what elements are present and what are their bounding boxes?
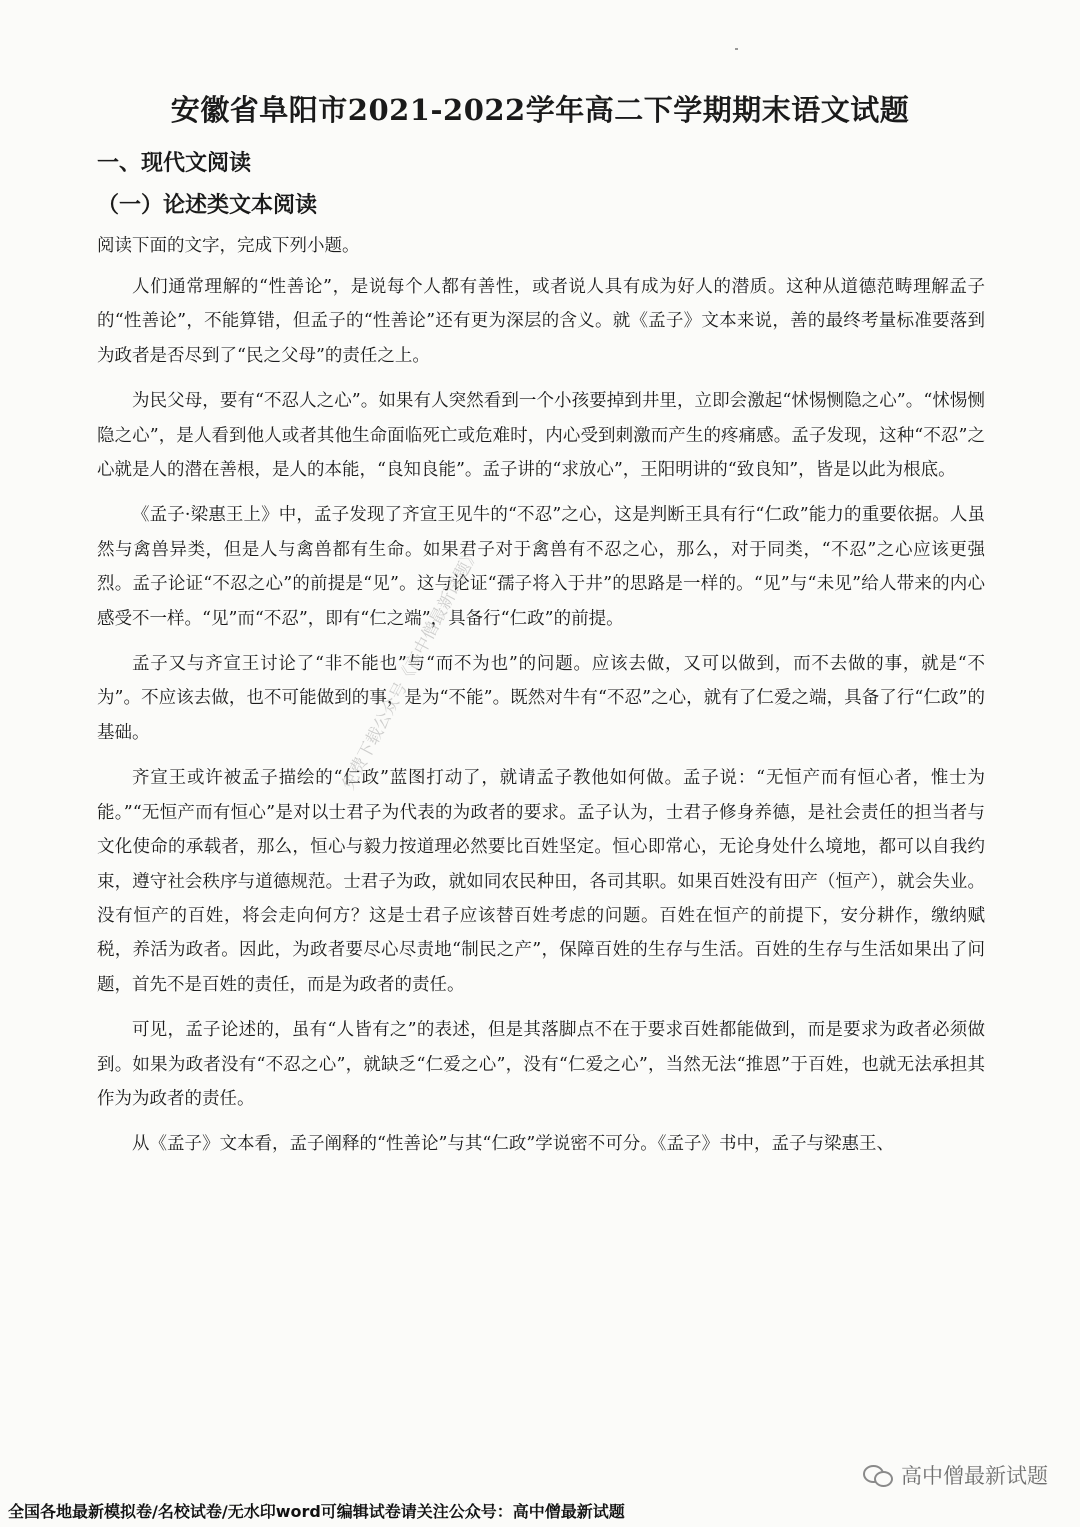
paragraph: 从《孟子》文本看，孟子阐释的“性善论”与其“仁政”学说密不可分。《孟子》书中，孟子与梁惠王、 (132, 1134, 895, 1155)
article-body (97, 270, 985, 1173)
scan-speck (735, 48, 738, 50)
brand-name: 高中僧最新试题 (901, 1464, 1048, 1488)
paragraph: 为民父母，要有“不忍人之心”。如果有人突然看到一个小孩要掉到井里，立即会激起“怵惕恻隐之心”。“怵惕恻隐之心”，是人看到他人或者其他生命面临死亡或危难时，内心受到刺激而产生的疼痛感。孟子发现，这种“不忍”之心就是人的潜在善根，是人的本能，“良知良能”。孟子讲的“求放心”，王阳明讲的“致良知”，皆是以此为根底。 (97, 391, 985, 481)
page-title: 安徽省阜阳市2021-2022学年高二下学期期末语文试题 (170, 93, 910, 127)
section-heading: 一、现代文阅读 (97, 150, 252, 176)
subsection-heading: （一）论述类文本阅读 (97, 192, 318, 218)
reading-instruction: 阅读下面的文字，完成下列小题。 (97, 236, 360, 256)
wechat-icon (863, 1463, 893, 1487)
footer-banner: 全国各地最新模拟卷/名校试卷/无水印word可编辑试卷请关注公众号：高中僧最新试题 (8, 1502, 625, 1521)
paragraph: 可见，孟子论述的，虽有“人皆有之”的表述，但是其落脚点不在于要求百姓都能做到，而是要求为政者必须做到。如果为政者没有“不忍之心”，就缺乏“仁爱之心”，没有“仁爱之心”，当然无法“推恩”于百姓，也就无法承担其作为为政者的责任。 (97, 1020, 985, 1109)
brand-mark (863, 1460, 1048, 1490)
paragraph: 孟子又与齐宣王讨论了“非不能也”与“而不为也”的问题。应该去做，又可以做到，而不去做的事，就是“不为”。不应该去做，也不可能做到的事，是为“不能”。既然对牛有“不忍”之心，就有了仁爱之端，具备了行“仁政”的基础。 (97, 654, 985, 743)
paragraph: 人们通常理解的“性善论”，是说每个人都有善性，或者说人具有成为好人的潜质。这种从道德范畴理解孟子的“性善论”，不能算错，但孟子的“性善论”还有更为深层的含义。就《孟子》文本来说，善的最终考量标准要落到为政者是否尽到了“民之父母”的责任之上。 (97, 277, 985, 366)
paragraph: 《孟子·梁惠王上》中，孟子发现了齐宣王见牛的“不忍”之心，这是判断王具有行“仁政”能力的重要依据。人虽然与禽兽异类，但是人与禽兽都有生命。如果君子对于禽兽有不忍之心，那么，对于同类，“不忍”之心应该更强烈。孟子论证“不忍之心”的前提是“见”。这与论证“孺子将入于井”的思路是一样的。“见”与“未见”给人带来的内心感受不一样。“见”而“不忍”，即有“仁之端”，具备行“仁政”的前提。 (97, 505, 985, 629)
watermark-text: 免费下载公众号《高中僧最新试题》 (338, 543, 484, 794)
paragraph: 齐宣王或许被孟子描绘的“仁政”蓝图打动了，就请孟子教他如何做。孟子说：“无恒产而有恒心者，惟士为能。”“无恒产而有恒心”是对以士君子为代表的为政者的要求。孟子认为，士君子修身养德，是社会责任的担当者与文化使命的承载者，那么，恒心与毅力按道理必然要比百姓坚定。恒心即常心，无论身处什么境地，都可以自我约束，遵守社会秩序与道德规范。士君子为政，就如同农民种田，各司其职。如果百姓没有田产（恒产），就会失业。没有恒产的百姓，将会走向何方？这是士君子应该替百姓考虑的问题。百姓在恒产的前提下，安分耕作，缴纳赋税，养活为政者。因此，为政者要尽心尽责地“制民之产”，保障百姓的生存与生活。百姓的生存与生活如果出了问题，首先不是百姓的责任，而是为政者的责任。 (97, 768, 985, 995)
